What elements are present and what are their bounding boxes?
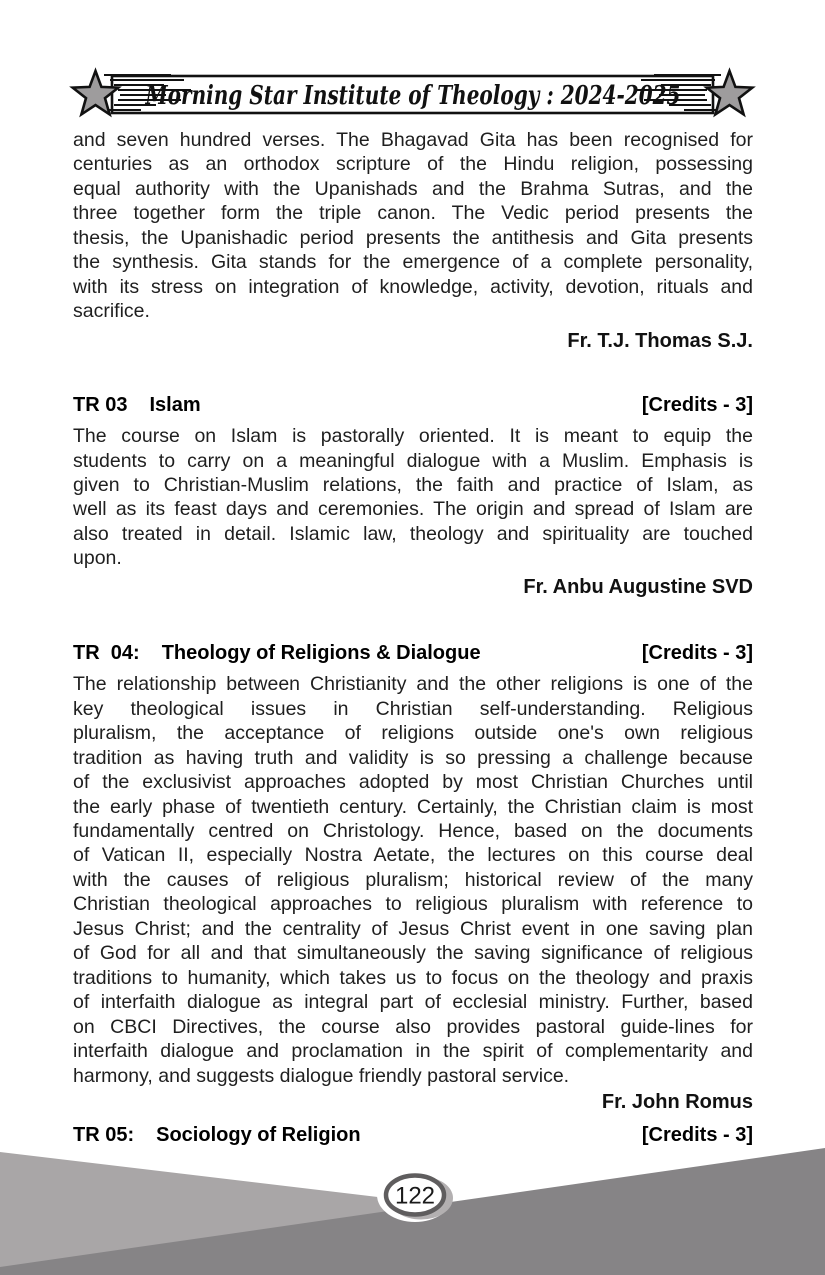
text-line: three together form the triple canon. The Vedic period presents the <box>73 202 753 225</box>
text-line: with its stress on integration of knowledge, activity, devotion, rituals and <box>73 275 753 298</box>
text-line: of Vatican II, especially Nostra Aetate, the lectures on this course deal <box>73 844 753 867</box>
text-line: of interfaith dialogue as integral part of ecclesial ministry. Further, based <box>73 991 753 1014</box>
text-line: of God for all and that simultaneously the saving significance of religious <box>73 942 753 965</box>
course-title: Islam <box>149 394 201 417</box>
course-credits: [Credits - 3] <box>641 642 753 665</box>
course-code: TR 05: <box>73 1124 135 1147</box>
header-banner-art <box>0 0 825 135</box>
text-line: sacrifice. <box>73 300 150 323</box>
text-line: interfaith dialogue and proclamation in the spirit of complementarity and <box>73 1040 753 1063</box>
text-line: tradition as having truth and validity is so pressing a challenge because <box>73 746 753 769</box>
text-line: The course on Islam is pastorally oriented. It is meant to equip the <box>73 425 753 448</box>
text-line: equal authority with the Upanishads and the Brahma Sutras, and the <box>73 177 753 200</box>
text-line: Christian theological approaches to religious pluralism with reference to <box>73 893 753 916</box>
text-line: pluralism, the acceptance of religions outside one's own religious <box>73 722 753 745</box>
author-signature: Fr. T.J. Thomas S.J. <box>567 329 753 352</box>
course-heading-tr04 <box>73 640 753 666</box>
paragraph-tr03 <box>73 424 753 571</box>
author-signature: Fr. John Romus <box>601 1090 753 1113</box>
course-code: TR 03 <box>73 394 128 417</box>
text-line: The relationship between Christianity and the other religions is one of the <box>73 673 753 696</box>
text-line: of the exclusivist approaches adopted by most Christian Churches until <box>73 771 753 794</box>
document-body <box>73 128 753 1148</box>
text-line: centuries as an orthodox scripture of the Hindu religion, possessing <box>73 153 753 176</box>
author-signature: Fr. Anbu Augustine SVD <box>523 575 753 598</box>
text-line: on CBCI Directives, the course also provides pastoral guide-lines for <box>73 1015 753 1038</box>
text-line: upon. <box>73 547 122 570</box>
course-heading-tr03 <box>73 392 753 418</box>
page-footer <box>0 1140 825 1275</box>
text-line: Jesus Christ; and the centrality of Jesus Christ event in one saving plan <box>73 917 753 940</box>
text-line: well as its feast days and ceremonies. The origin and spread of Islam are <box>73 498 753 521</box>
page-number: 122 <box>394 1182 436 1210</box>
course-code: TR 04: <box>73 642 140 665</box>
text-line: students to carry on a meaningful dialogue with a Muslim. Emphasis is <box>73 449 753 472</box>
course-title: Sociology of Religion <box>156 1124 361 1147</box>
text-line: traditions to humanity, which takes us to focus on the theology and praxis <box>73 966 753 989</box>
paragraph-tr04 <box>73 672 753 1088</box>
footer-decoration <box>0 1140 825 1275</box>
text-line: the synthesis. Gita stands for the emergence of a complete personality, <box>73 251 753 274</box>
text-line: given to Christian-Muslim relations, the faith and practice of Islam, as <box>73 473 753 496</box>
page-header <box>0 0 825 135</box>
paragraph-gita <box>73 128 753 324</box>
course-credits: [Credits - 3] <box>641 394 753 417</box>
page-number-badge <box>377 1168 453 1222</box>
text-line: fundamentally centred on Christology. Hence, based on the documents <box>73 819 753 842</box>
text-line: the early phase of twentieth century. Certainly, the Christian claim is most <box>73 795 753 818</box>
text-line: and seven hundred verses. The Bhagavad Gita has been recognised for <box>73 129 753 151</box>
banner-title: Morning Star Institute of Theology : 2024-2025 <box>144 81 681 111</box>
text-line: harmony, and suggests dialogue friendly pastoral service. <box>73 1064 570 1087</box>
text-line: thesis, the Upanishadic period presents the antithesis and Gita presents <box>73 226 753 249</box>
course-credits: [Credits - 3] <box>641 1124 753 1147</box>
text-line: with the causes of religious pluralism; historical review of the many <box>73 868 753 891</box>
course-title: Theology of Religions & Dialogue <box>161 642 481 665</box>
text-line: key theological issues in Christian self-understanding. Religious <box>73 697 753 720</box>
text-line: also treated in detail. Islamic law, theology and spirituality are touched <box>73 522 753 545</box>
